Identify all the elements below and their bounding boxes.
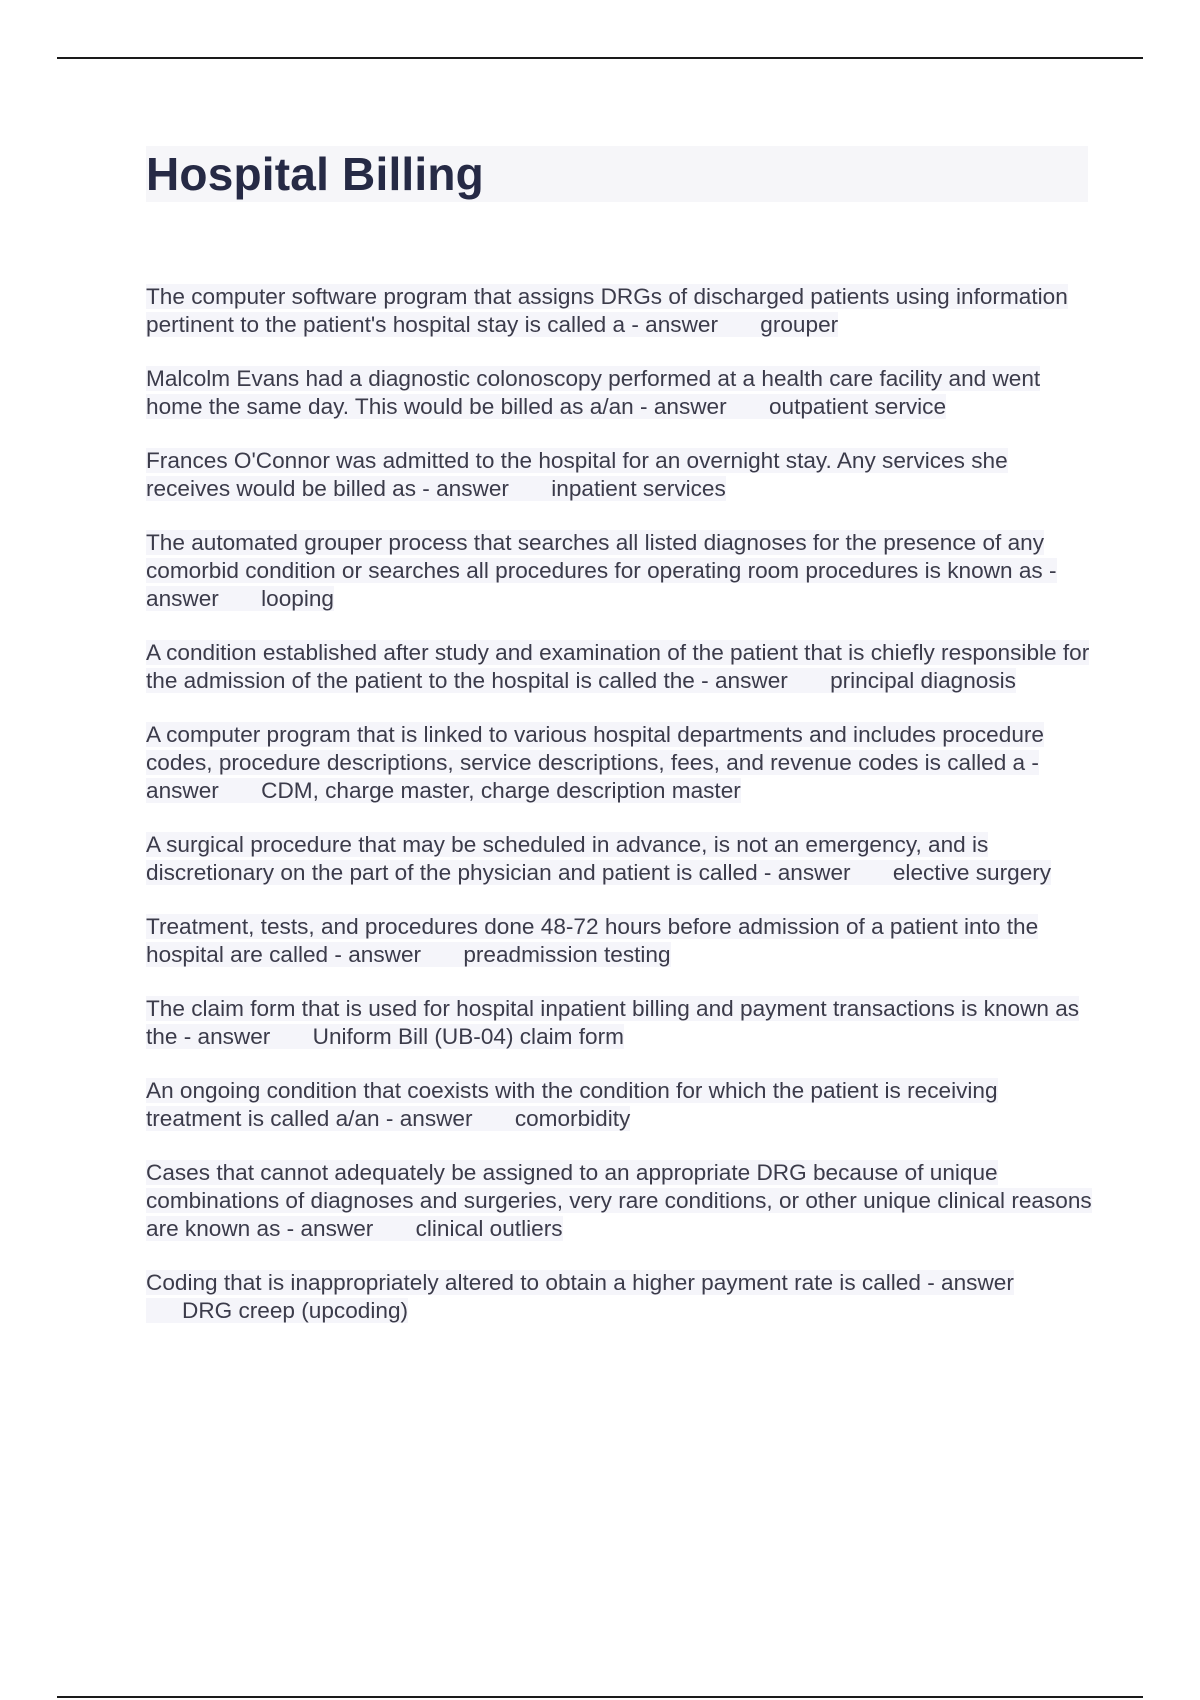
answer-text: CDM, charge master, charge description master <box>261 778 741 803</box>
qa-text <box>146 366 1040 419</box>
question-text: Cases that cannot adequately be assigned to an appropriate DRG because of unique combinations of diagnoses and surgeries, very rare conditions, or other unique clinical reasons are known as <box>146 1160 1092 1241</box>
qa-item <box>146 1159 1096 1243</box>
answer-separator: - answer <box>328 942 422 967</box>
question-text: A surgical procedure that may be scheduled in advance, is not an emergency, and is discretionary on the part of the physician and patient is called <box>146 832 989 885</box>
qa-text <box>146 530 1057 611</box>
page-title: Hospital Billing <box>146 148 484 200</box>
bottom-rule <box>57 1696 1143 1698</box>
answer-text: comorbidity <box>514 1106 631 1131</box>
answer-separator: - answer <box>379 1106 473 1131</box>
qa-item <box>146 913 1096 969</box>
answer-text: preadmission testing <box>463 942 671 967</box>
question-text: An ongoing condition that coexists with the condition for which the patient is receiving treatment is called a/an <box>146 1078 998 1131</box>
question-text: The computer software program that assigns DRGs of discharged patients using information pertinent to the patient's hospital stay is called a <box>146 284 1068 337</box>
answer-separator: - answer <box>177 1024 271 1049</box>
answer-text: Uniform Bill (UB-04) claim form <box>312 1024 624 1049</box>
answer-text: outpatient service <box>768 394 947 419</box>
qa-item <box>146 283 1096 339</box>
qa-text <box>146 640 1089 693</box>
question-text: A condition established after study and examination of the patient that is chiefly responsible for the admission of the patient to the hospital is called the <box>146 640 1090 693</box>
question-text: The automated grouper process that searches all listed diagnoses for the presence of any comorbid condition or searches all procedures for operating room procedures is known as <box>146 530 1045 583</box>
qa-item <box>146 365 1096 421</box>
answer-separator: - answer <box>280 1216 374 1241</box>
top-rule <box>57 57 1143 59</box>
answer-separator: - answer <box>633 394 727 419</box>
qa-item <box>146 721 1096 805</box>
qa-item <box>146 831 1096 887</box>
qa-item <box>146 529 1096 613</box>
question-text: A computer program that is linked to various hospital departments and includes procedure codes, procedure descriptions, service descriptions, fees, and revenue codes is called a <box>146 722 1044 775</box>
qa-text <box>146 284 1068 337</box>
answer-text: inpatient services <box>551 476 726 501</box>
answer-separator: - answer <box>146 750 1039 803</box>
qa-item <box>146 1077 1096 1133</box>
qa-text <box>146 722 1044 803</box>
question-text: Frances O'Connor was admitted to the hospital for an overnight stay. Any services she receives would be billed as <box>146 448 1008 501</box>
qa-text <box>146 448 1008 501</box>
question-text: Malcolm Evans had a diagnostic colonoscopy performed at a health care facility and went home the same day. This would be billed as a/an <box>146 366 1041 419</box>
question-text: Treatment, tests, and procedures done 48-72 hours before admission of a patient into the hospital are called <box>146 914 1039 967</box>
answer-text: clinical outliers <box>415 1216 563 1241</box>
qa-text <box>146 1160 1092 1241</box>
qa-item <box>146 447 1096 503</box>
answer-text: elective surgery <box>892 860 1052 885</box>
answer-separator: - answer <box>146 558 1057 611</box>
answer-text: grouper <box>760 312 839 337</box>
question-text: The claim form that is used for hospital inpatient billing and payment transactions is known as the <box>146 996 1080 1049</box>
qa-item <box>146 639 1096 695</box>
qa-item <box>146 1269 1096 1325</box>
answer-separator: - answer <box>416 476 509 501</box>
answer-text: DRG creep (upcoding) <box>182 1298 409 1323</box>
answer-text: principal diagnosis <box>830 668 1016 693</box>
question-text: Coding that is inappropriately altered to obtain a higher payment rate is called <box>146 1270 921 1295</box>
qa-text <box>146 832 1051 885</box>
qa-text <box>146 1270 1014 1323</box>
answer-separator: - answer <box>920 1270 1014 1295</box>
qa-text <box>146 996 1079 1049</box>
qa-item <box>146 995 1096 1051</box>
qa-text <box>146 1078 998 1131</box>
answer-separator: - answer <box>757 860 851 885</box>
qa-list <box>146 283 1096 1351</box>
answer-separator: - answer <box>694 668 788 693</box>
qa-text <box>146 914 1038 967</box>
answer-text: looping <box>261 586 334 611</box>
answer-separator: - answer <box>625 312 718 337</box>
